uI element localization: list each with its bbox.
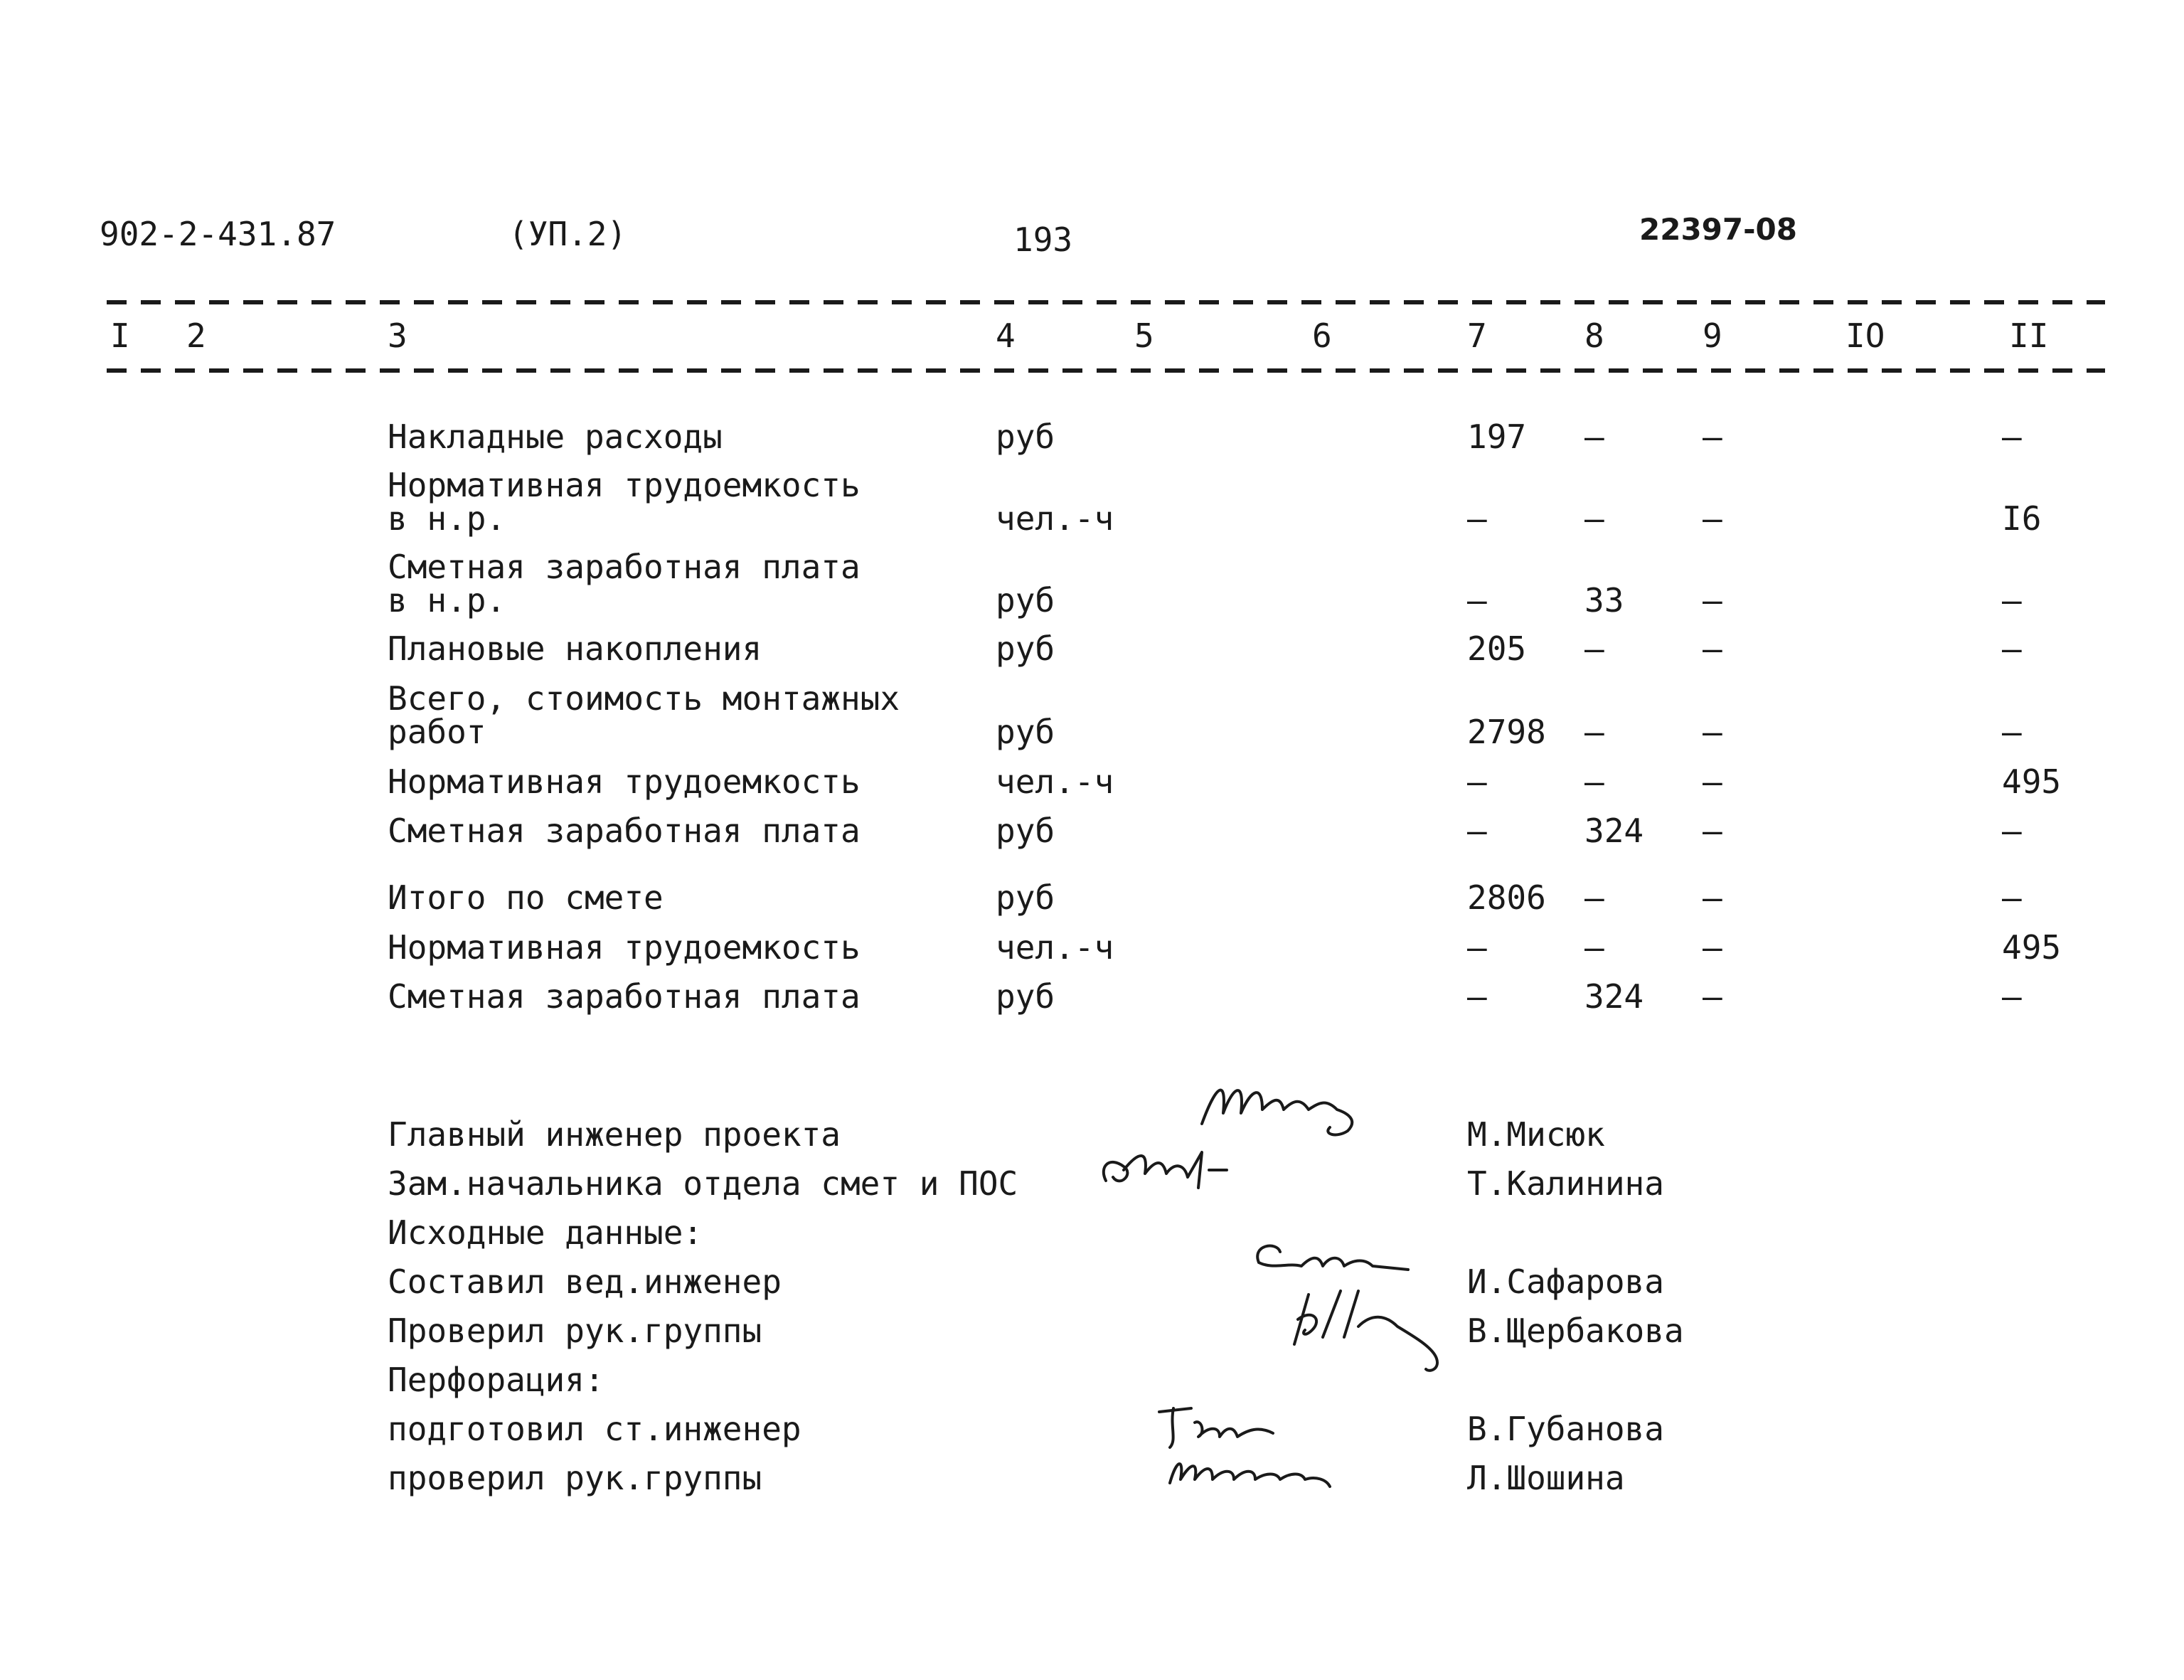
row-label-continued: работ bbox=[388, 713, 486, 751]
row-label-continued: в н.р. bbox=[388, 581, 506, 620]
row-unit: чел.-ч bbox=[996, 499, 1114, 538]
header-rule-top bbox=[107, 300, 2105, 304]
handwritten-signature bbox=[1095, 1138, 1252, 1202]
table-row bbox=[0, 581, 2184, 631]
row-col11: – bbox=[2002, 977, 2022, 1016]
handwritten-signature bbox=[1159, 1447, 1344, 1497]
row-col8: – bbox=[1584, 499, 1604, 538]
signature-row bbox=[0, 1115, 2184, 1165]
row-col9: – bbox=[1703, 713, 1722, 751]
row-col11: – bbox=[2002, 812, 2022, 850]
row-col8: – bbox=[1584, 878, 1604, 917]
row-col11: – bbox=[2002, 713, 2022, 751]
table-row bbox=[0, 499, 2184, 549]
signature-role: Перфорация: bbox=[388, 1361, 604, 1399]
row-col8: – bbox=[1584, 418, 1604, 456]
row-col8: – bbox=[1584, 762, 1604, 801]
row-col7: – bbox=[1467, 762, 1487, 801]
row-col9: – bbox=[1703, 928, 1722, 967]
row-col7: – bbox=[1467, 581, 1487, 620]
row-label: Сметная заработная плата bbox=[388, 812, 861, 850]
column-header-7: 7 bbox=[1467, 317, 1487, 355]
handwritten-signature bbox=[1273, 1280, 1451, 1380]
row-col11: I6 bbox=[2002, 499, 2042, 538]
signature-role: проверил рук.группы bbox=[388, 1459, 762, 1497]
row-label-continued: в н.р. bbox=[388, 499, 506, 538]
column-header-3: 3 bbox=[388, 317, 407, 355]
row-col7: – bbox=[1467, 977, 1487, 1016]
row-col8: 324 bbox=[1584, 812, 1644, 850]
column-header-10: IO bbox=[1845, 317, 1885, 355]
signature-name: М.Мисюк bbox=[1467, 1115, 1605, 1154]
row-label: Плановые накопления bbox=[388, 629, 762, 668]
column-header-8: 8 bbox=[1584, 317, 1604, 355]
row-unit: руб bbox=[996, 713, 1055, 751]
column-header-5: 5 bbox=[1134, 317, 1154, 355]
column-header-1: I bbox=[110, 317, 130, 355]
signature-name: В.Щербакова bbox=[1467, 1312, 1684, 1350]
column-header-2: 2 bbox=[186, 317, 206, 355]
column-header-4: 4 bbox=[996, 317, 1016, 355]
signature-name: Т.Калинина bbox=[1467, 1164, 1664, 1203]
table-row bbox=[0, 977, 2184, 1027]
row-col7: – bbox=[1467, 812, 1487, 850]
row-col11: – bbox=[2002, 878, 2022, 917]
row-col11: 495 bbox=[2002, 762, 2062, 801]
signature-name: В.Губанова bbox=[1467, 1410, 1664, 1448]
row-col9: – bbox=[1703, 762, 1722, 801]
signature-name: И.Сафарова bbox=[1467, 1262, 1664, 1301]
signature-row bbox=[0, 1164, 2184, 1214]
row-col7: 2798 bbox=[1467, 713, 1546, 751]
signature-row bbox=[0, 1410, 2184, 1460]
row-unit: руб bbox=[996, 878, 1055, 917]
row-col9: – bbox=[1703, 581, 1722, 620]
row-col7: – bbox=[1467, 499, 1487, 538]
row-col8: – bbox=[1584, 713, 1604, 751]
signature-row bbox=[0, 1262, 2184, 1312]
row-label: Итого по смете bbox=[388, 878, 664, 917]
row-col8: – bbox=[1584, 629, 1604, 668]
column-header-6: 6 bbox=[1312, 317, 1332, 355]
row-unit: руб bbox=[996, 418, 1055, 456]
row-label: Сметная заработная плата bbox=[388, 548, 861, 586]
table-row bbox=[0, 418, 2184, 467]
table-row bbox=[0, 812, 2184, 861]
document-code: 902-2-431.87 bbox=[100, 215, 336, 253]
row-unit: руб bbox=[996, 977, 1055, 1016]
row-col9: – bbox=[1703, 629, 1722, 668]
row-col9: – bbox=[1703, 977, 1722, 1016]
table-row bbox=[0, 713, 2184, 762]
row-col8: 33 bbox=[1584, 581, 1624, 620]
row-col8: 324 bbox=[1584, 977, 1644, 1016]
handwritten-signature bbox=[1152, 1398, 1294, 1455]
signature-role: Проверил рук.группы bbox=[388, 1312, 762, 1350]
row-label: Нормативная трудоемкость bbox=[388, 928, 861, 967]
row-unit: чел.-ч bbox=[996, 762, 1114, 801]
row-col7: 205 bbox=[1467, 629, 1527, 668]
row-label: Нормативная трудоемкость bbox=[388, 762, 861, 801]
signature-row bbox=[0, 1459, 2184, 1509]
row-label: Накладные расходы bbox=[388, 418, 723, 456]
signature-role: Составил вед.инженер bbox=[388, 1262, 782, 1301]
header-rule-bottom bbox=[107, 368, 2105, 373]
signature-role: Исходные данные: bbox=[388, 1213, 703, 1252]
row-label: Нормативная трудоемкость bbox=[388, 466, 861, 504]
row-unit: чел.-ч bbox=[996, 928, 1114, 967]
row-col9: – bbox=[1703, 812, 1722, 850]
row-col9: – bbox=[1703, 418, 1722, 456]
row-unit: руб bbox=[996, 629, 1055, 668]
row-col9: – bbox=[1703, 499, 1722, 538]
row-col7: – bbox=[1467, 928, 1487, 967]
stamp-number: 22397-08 bbox=[1639, 212, 1797, 247]
handwritten-signature bbox=[1245, 1234, 1415, 1284]
signature-section-heading bbox=[0, 1361, 2184, 1410]
row-unit: руб bbox=[996, 812, 1055, 850]
album-number: (УП.2) bbox=[508, 215, 627, 253]
row-unit: руб bbox=[996, 581, 1055, 620]
row-col7: 197 bbox=[1467, 418, 1527, 456]
row-col11: – bbox=[2002, 581, 2022, 620]
row-col7: 2806 bbox=[1467, 878, 1546, 917]
row-col11: 495 bbox=[2002, 928, 2062, 967]
handwritten-signature bbox=[1195, 1070, 1394, 1149]
signature-role: подготовил ст.инженер bbox=[388, 1410, 801, 1448]
signature-row bbox=[0, 1312, 2184, 1361]
row-col11: – bbox=[2002, 418, 2022, 456]
row-col8: – bbox=[1584, 928, 1604, 967]
column-header-9: 9 bbox=[1703, 317, 1722, 355]
row-col9: – bbox=[1703, 878, 1722, 917]
row-col11: – bbox=[2002, 629, 2022, 668]
table-row bbox=[0, 762, 2184, 812]
row-label: Всего, стоимость монтажных bbox=[388, 679, 900, 718]
table-row bbox=[0, 878, 2184, 928]
row-label: Сметная заработная плата bbox=[388, 977, 861, 1016]
table-row bbox=[0, 629, 2184, 679]
column-header-11: II bbox=[2009, 317, 2049, 355]
page-number: 193 bbox=[1013, 220, 1073, 259]
signature-name: Л.Шошина bbox=[1467, 1459, 1625, 1497]
table-row bbox=[0, 928, 2184, 978]
signature-role: Главный инженер проекта bbox=[388, 1115, 841, 1154]
signature-role: Зам.начальника отдела смет и ПОС bbox=[388, 1164, 1018, 1203]
signature-section-heading bbox=[0, 1213, 2184, 1263]
